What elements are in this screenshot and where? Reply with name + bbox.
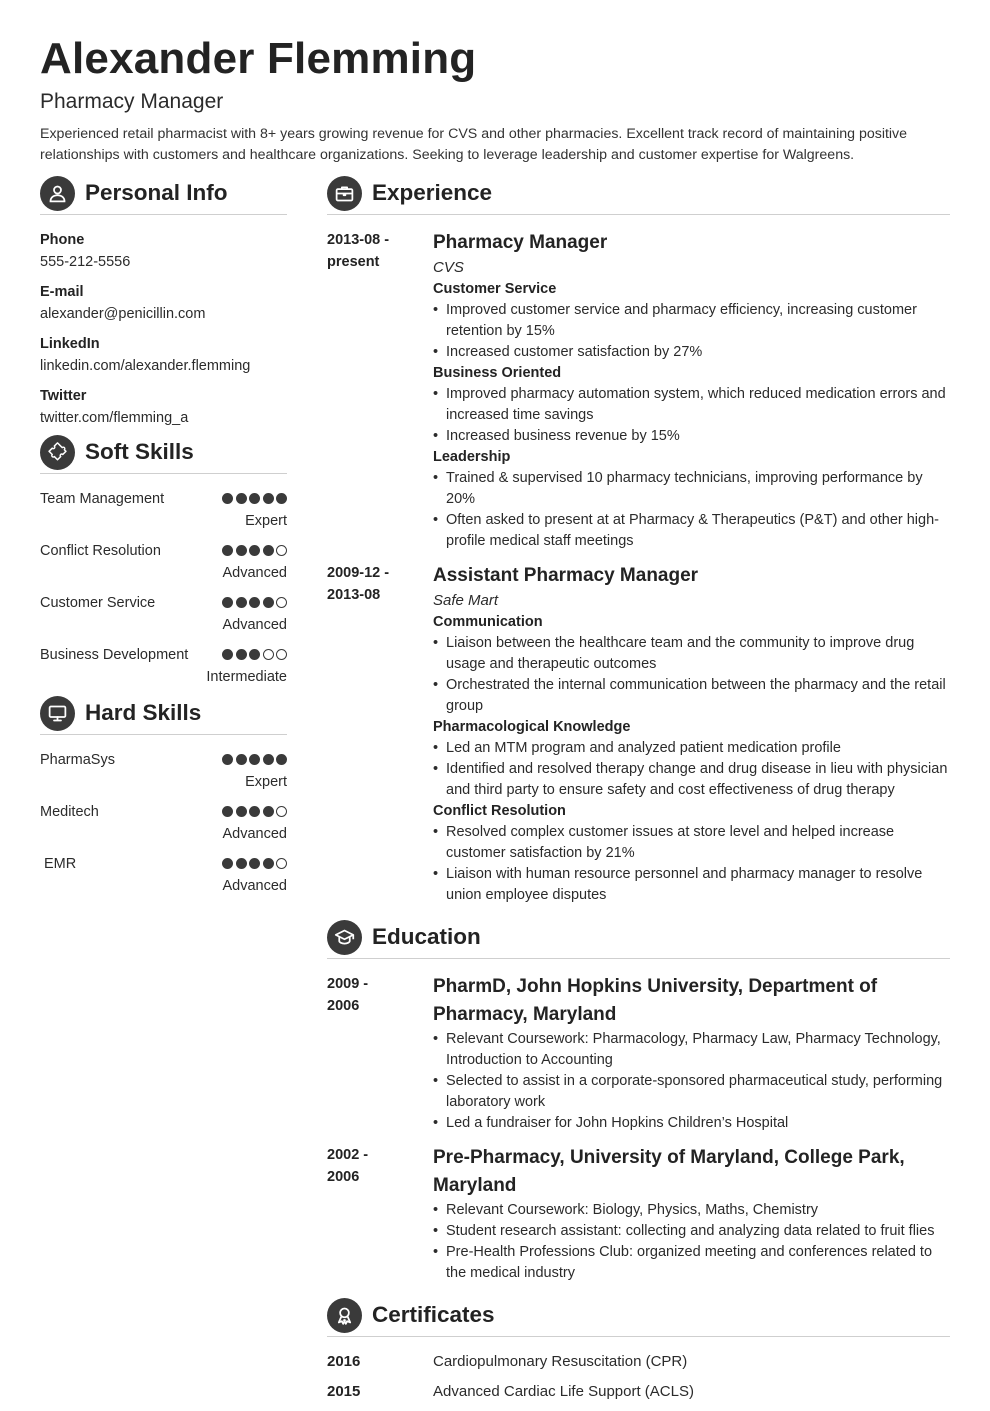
bullet-item: • Relevant Coursework: Pharmacology, Pharmacy Law, Pharmacy Technology, Introduction to Accounting [433, 1029, 950, 1071]
rating-dot-filled [236, 806, 247, 817]
skill-name: Team Management [40, 491, 165, 507]
bullet-item: • Identified and resolved therapy change and drug disease in lieu with physician and third party to ensure safety and cost effectiveness of drug therapy [433, 759, 950, 801]
certificate-name: Cardiopulmonary Resuscitation (CPR) [433, 1353, 688, 1370]
skill-level: Expert [245, 774, 287, 790]
job-group-heading: Communication [433, 614, 543, 630]
candidate-name: Alexander Flemming [40, 34, 477, 83]
rating-dot-empty [263, 649, 274, 660]
job-company: Safe Mart [433, 592, 499, 609]
skill-level: Advanced [222, 617, 287, 633]
twitter-label: Twitter [40, 388, 87, 404]
skill-name: Customer Service [40, 595, 156, 611]
rating-dot-filled [222, 806, 233, 817]
rating-dot-empty [276, 597, 287, 608]
job-entry-title: Pharmacy Manager [433, 232, 608, 253]
certificate-year: 2015 [327, 1383, 361, 1400]
user-icon [40, 176, 75, 211]
personal-info-title: Personal Info [85, 180, 228, 205]
soft-skills-title: Soft Skills [85, 439, 194, 464]
rating-dot-empty [276, 649, 287, 660]
entry-date: 2002 - 2006 [327, 1147, 369, 1185]
skill-name: EMR [44, 856, 77, 872]
hard-skills-header [40, 692, 287, 735]
education-entry [327, 973, 950, 1134]
experience-title: Experience [372, 180, 493, 205]
skill-rating [222, 806, 287, 817]
certificate-row [327, 1351, 950, 1373]
education-entry-title: Pre-Pharmacy, University of Maryland, College Park, Maryland [433, 1147, 905, 1196]
graduation-cap-icon [327, 920, 362, 955]
bullet-item: • Improved customer service and pharmacy efficiency, increasing customer retention by 15% [433, 300, 950, 342]
job-group-heading: Business Oriented [433, 365, 562, 381]
skill-rating [222, 493, 287, 504]
skill-row [40, 540, 287, 562]
rating-dot-filled [263, 493, 274, 504]
rating-dot-filled [263, 806, 274, 817]
rating-dot-filled [222, 493, 233, 504]
rating-dot-filled [249, 649, 260, 660]
rating-dot-empty [276, 806, 287, 817]
rating-dot-filled [222, 754, 233, 765]
rating-dot-filled [263, 545, 274, 556]
phone-value: 555-212-5556 [40, 254, 131, 270]
skill-row [40, 488, 287, 510]
rating-dot-filled [236, 858, 247, 869]
rating-dot-filled [236, 545, 247, 556]
soft-skills-list [40, 488, 287, 688]
bullet-item: • Led an MTM program and analyzed patient medication profile [433, 738, 950, 759]
skill-row [40, 853, 287, 875]
skill-rating [222, 754, 287, 765]
linkedin-label: LinkedIn [40, 336, 100, 352]
rating-dot-filled [276, 754, 287, 765]
skill-level: Advanced [222, 565, 287, 581]
rating-dot-empty [276, 545, 287, 556]
hard-skills-title: Hard Skills [85, 700, 202, 725]
summary: Experienced retail pharmacist with 8+ years growing revenue for CVS and other pharmacies. Excellent track record of maintaining positive relationships with customers and healthcare organizations. Seeking to leverage leadership and customer expertise for Walgreens. [40, 126, 908, 163]
skill-rating [222, 545, 287, 556]
certificates-header [327, 1294, 950, 1337]
rating-dot-filled [249, 806, 260, 817]
bullet-item: • Often asked to present at at Pharmacy & Therapeutics (P&T) and other high-profile medical staff meetings [433, 510, 950, 552]
linkedin-value: linkedin.com/alexander.flemming [40, 358, 251, 374]
skill-row [40, 644, 287, 666]
skill-name: Business Development [40, 647, 189, 663]
bullet-item: • Liaison between the healthcare team and the community to improve drug usage and therapeutic outcomes [433, 633, 950, 675]
skill-row [40, 801, 287, 823]
bullet-item: • Pre-Health Professions Club: organized meeting and conferences related to the medical industry [433, 1242, 950, 1284]
job-group-heading: Conflict Resolution [433, 803, 566, 819]
bullet-item: • Orchestrated the internal communication between the pharmacy and the retail group [433, 675, 950, 717]
email-label: E-mail [40, 284, 84, 300]
rating-dot-filled [263, 597, 274, 608]
bullet-item: • Selected to assist in a corporate-sponsored pharmaceutical study, performing laboratory work [433, 1071, 950, 1113]
skill-rating [222, 649, 287, 660]
bullet-item: • Trained & supervised 10 pharmacy technicians, improving performance by 20% [433, 468, 950, 510]
rating-dot-filled [236, 754, 247, 765]
left-column [40, 172, 287, 905]
skill-level: Advanced [222, 878, 287, 894]
bullet-item: • Improved pharmacy automation system, which reduced medication errors and increased time savings [433, 384, 950, 426]
skill-rating [222, 858, 287, 869]
skill-name: Meditech [40, 804, 99, 820]
rating-dot-filled [222, 649, 233, 660]
rating-dot-filled [263, 858, 274, 869]
education-entry-title: PharmD, John Hopkins University, Department of Pharmacy, Maryland [433, 976, 878, 1025]
rating-dot-filled [249, 597, 260, 608]
rating-dot-filled [222, 858, 233, 869]
job-group-heading: Leadership [433, 449, 511, 465]
rating-dot-filled [249, 754, 260, 765]
entry-date: 2009-12 - 2013-08 [327, 565, 390, 603]
certificates-list [327, 1351, 950, 1403]
job-company: CVS [433, 259, 464, 276]
rating-dot-filled [236, 649, 247, 660]
briefcase-icon [327, 176, 362, 211]
bullet-item: • Relevant Coursework: Biology, Physics, Maths, Chemistry [433, 1200, 950, 1221]
experience-header [327, 172, 950, 215]
monitor-icon [40, 696, 75, 731]
entry-date: 2013-08 - present [327, 232, 390, 270]
certificates-title: Certificates [372, 1302, 495, 1327]
personal-info-header [40, 172, 287, 215]
skill-level: Advanced [222, 826, 287, 842]
rating-dot-filled [236, 493, 247, 504]
soft-skills-header [40, 431, 287, 474]
award-icon [327, 1298, 362, 1333]
bullet-item: • Resolved complex customer issues at store level and helped increase customer satisfaction by 21% [433, 822, 950, 864]
education-header [327, 916, 950, 959]
personal-info-list [40, 229, 287, 429]
bullet-item: • Student research assistant: collecting and analyzing data related to fruit flies [433, 1221, 950, 1242]
certificate-name: Advanced Cardiac Life Support (ACLS) [433, 1383, 694, 1400]
experience-entry [327, 562, 950, 906]
job-group-heading: Pharmacological Knowledge [433, 719, 631, 735]
certificate-year: 2016 [327, 1353, 361, 1370]
entry-date: 2009 - 2006 [327, 976, 369, 1014]
skill-name: Conflict Resolution [40, 543, 161, 559]
rating-dot-filled [249, 493, 260, 504]
rating-dot-filled [222, 545, 233, 556]
skill-rating [222, 597, 287, 608]
job-title: Pharmacy Manager [40, 90, 224, 113]
rating-dot-filled [249, 545, 260, 556]
rating-dot-filled [236, 597, 247, 608]
skill-level: Intermediate [206, 669, 287, 685]
skill-row [40, 749, 287, 771]
bullet-item: • Increased customer satisfaction by 27% [433, 342, 950, 363]
puzzle-icon [40, 435, 75, 470]
hard-skills-list [40, 749, 287, 897]
experience-entry [327, 229, 950, 552]
rating-dot-filled [222, 597, 233, 608]
phone-label: Phone [40, 232, 85, 248]
rating-dot-filled [249, 858, 260, 869]
rating-dot-filled [263, 754, 274, 765]
twitter-value: twitter.com/flemming_a [40, 410, 189, 426]
bullet-item: • Led a fundraiser for John Hopkins Children’s Hospital [433, 1113, 950, 1134]
email-value: alexander@penicillin.com [40, 306, 206, 322]
job-entry-title: Assistant Pharmacy Manager [433, 565, 699, 586]
education-title: Education [372, 924, 481, 949]
rating-dot-filled [276, 493, 287, 504]
skill-level: Expert [245, 513, 287, 529]
education-entry [327, 1144, 950, 1284]
job-group-heading: Customer Service [433, 281, 557, 297]
rating-dot-empty [276, 858, 287, 869]
right-column [327, 172, 950, 1411]
bullet-item: • Increased business revenue by 15% [433, 426, 950, 447]
skill-row [40, 592, 287, 614]
skill-name: PharmaSys [40, 752, 115, 768]
bullet-item: • Liaison with human resource personnel and pharmacy manager to resolve union employee disputes [433, 864, 950, 906]
